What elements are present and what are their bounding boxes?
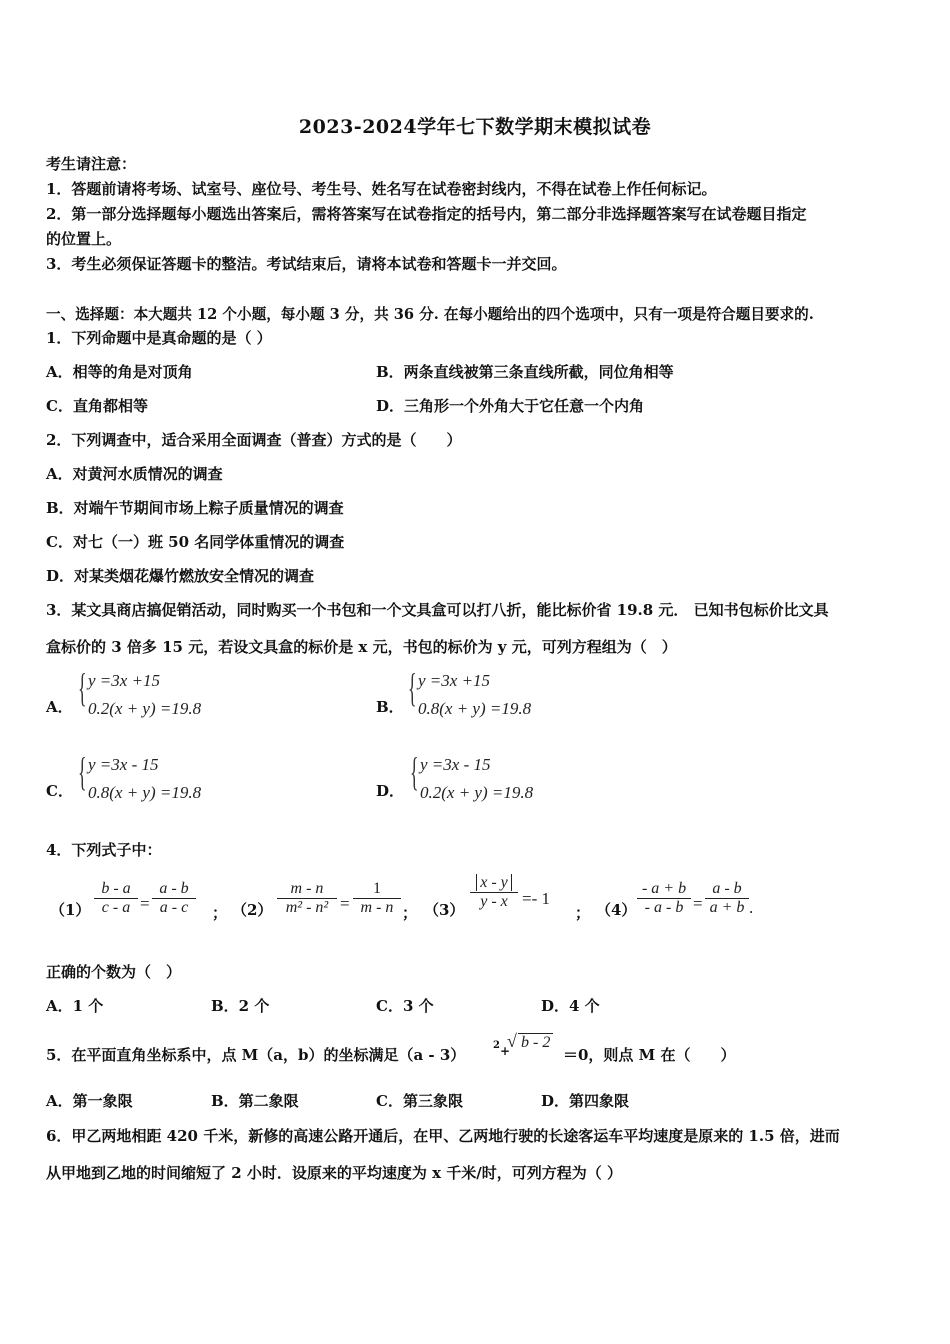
equation: y =3x +15 [418,671,491,690]
question-stem: 从甲地到乙地的时间缩短了 2 小时．设原来的平均速度为 x 千米/时，可列方程为（ ） [46,1164,622,1182]
denominator: c - a [94,898,138,917]
option-a: A．对黄河水质情况的调查 [46,465,223,483]
notice-item: 2．第一部分选择题每小题选出答案后，需将答案写在试卷指定的括号内，第二部分非选择题答案写在试卷题目指定 [46,205,807,223]
section-heading: 一、选择题：本大题共 12 个小题，每小题 3 分，共 36 分. 在每小题给出的四个选项中，只有一项是符合题目要求的. [46,306,814,323]
option-a: A．第一象限 [46,1092,133,1110]
denominator: m² - n² [277,898,337,917]
question-stem: 3．某文具商店搞促销活动，同时购买一个书包和一个文具盒可以打八折，能比标价省 19.8 元． 已知书包标价比文具 [46,601,829,619]
equation: y =3x - 15 [88,755,159,774]
notice-heading: 考生请注意： [46,155,137,173]
notice-item: 1．答题前请将考场、试室号、座位号、考生号、姓名写在试卷密封线内，不得在试卷上作任何标记。 [46,180,717,198]
denominator: a + b [705,898,749,917]
fraction [94,880,138,917]
radical-sign: √ [507,1031,517,1051]
expr-label: （2） [232,901,273,919]
denominator: y - x [470,892,518,911]
option-label: C． [46,782,73,800]
option-d: D．三角形一个外角大于它任意一个内角 [376,397,645,415]
numerator: a - b [712,880,742,897]
option-d: D．第四象限 [541,1092,630,1110]
right-hand-side: =- 1 [522,889,550,908]
option-a: A．1 个 [46,997,104,1015]
equation: y =3x - 15 [420,755,491,774]
option-label: B． [376,698,404,716]
notice-item: 3．考生必须保证答题卡的整洁。考试结束后，请将本试卷和答题卡一并交回。 [46,255,567,273]
equation: 0.2(x + y) =19.8 [88,699,202,718]
expr-label: （4） [596,901,637,919]
denominator: m - n [353,898,401,917]
question-stem: 4．下列式子中： [46,841,162,859]
option-b: B．两条直线被第三条直线所截，同位角相等 [376,363,674,381]
question-stem: ＝0，则点 M 在（ ） [563,1046,736,1064]
brace: { [78,665,87,710]
option-b: B．2 个 [211,997,270,1015]
question-stem: 正确的个数为（ ） [46,963,182,981]
numerator: a - b [159,880,189,897]
separator: ； [402,904,418,922]
numerator [470,874,518,892]
equals-sign: = [340,894,350,913]
question-stem: 6．甲乙两地相距 420 千米，新修的高速公路开通后，在甲、乙两地行驶的长途客运车平均速度是原来的 1.5 倍，进而 [46,1127,840,1145]
option-c: C．直角都相等 [46,397,148,415]
equation: 0.2(x + y) =19.8 [420,783,534,802]
brace: { [410,749,419,794]
fraction [277,880,337,917]
fraction [470,874,518,911]
absolute-value: x - y [476,874,512,891]
question-stem: 盒标价的 3 倍多 15 元，若设文具盒的标价是 x 元，书包的标价为 y 元，可列方程组为（ ） [46,638,677,656]
separator: ； [212,904,228,922]
numerator: m - n [290,880,324,897]
numerator: - a + b [641,880,687,897]
denominator: a - c [152,898,196,917]
option-a: A．相等的角是对顶角 [46,363,193,381]
numerator: 1 [373,880,381,897]
question-stem: 1．下列命题中是真命题的是（ ） [46,329,272,347]
equation: 0.8(x + y) =19.8 [418,699,532,718]
question-stem: 5．在平面直角坐标系中，点 M（a，b）的坐标满足（a - 3） [46,1046,466,1064]
equals-sign: = [140,894,150,913]
option-b: B．第二象限 [211,1092,299,1110]
option-d: D．4 个 [541,997,600,1015]
option-c: C．第三象限 [376,1092,463,1110]
plus-sign: + [500,1044,511,1058]
fraction [353,880,401,917]
fraction [637,880,691,917]
equation: y =3x +15 [88,671,161,690]
notice-item: 的位置上。 [46,230,122,248]
expr-label: （3） [424,901,465,919]
option-d: D．对某类烟花爆竹燃放安全情况的调查 [46,567,315,585]
period: . [749,898,754,917]
option-c: C．3 个 [376,997,434,1015]
equals-sign: = [693,894,703,913]
numerator: b - a [101,880,131,897]
fraction [705,880,749,917]
fraction [152,880,196,917]
equation: 0.8(x + y) =19.8 [88,783,202,802]
option-label: A． [46,698,73,716]
question-stem: 2．下列调查中，适合采用全面调查（普查）方式的是（ ） [46,431,462,449]
superscript: 2 [493,1040,500,1051]
option-c: C．对七（一）班 50 名同学体重情况的调查 [46,533,345,551]
option-b: B．对端午节期间市场上粽子质量情况的调查 [46,499,344,517]
brace: { [408,665,417,710]
expr-label: （1） [50,901,91,919]
option-label: D． [376,782,405,800]
radicand: b - 2 [518,1033,553,1052]
separator: ； [575,904,591,922]
brace: { [78,749,87,794]
page-title: 2023-2024学年七下数学期末模拟试卷 [298,116,652,138]
denominator: - a - b [637,898,691,917]
